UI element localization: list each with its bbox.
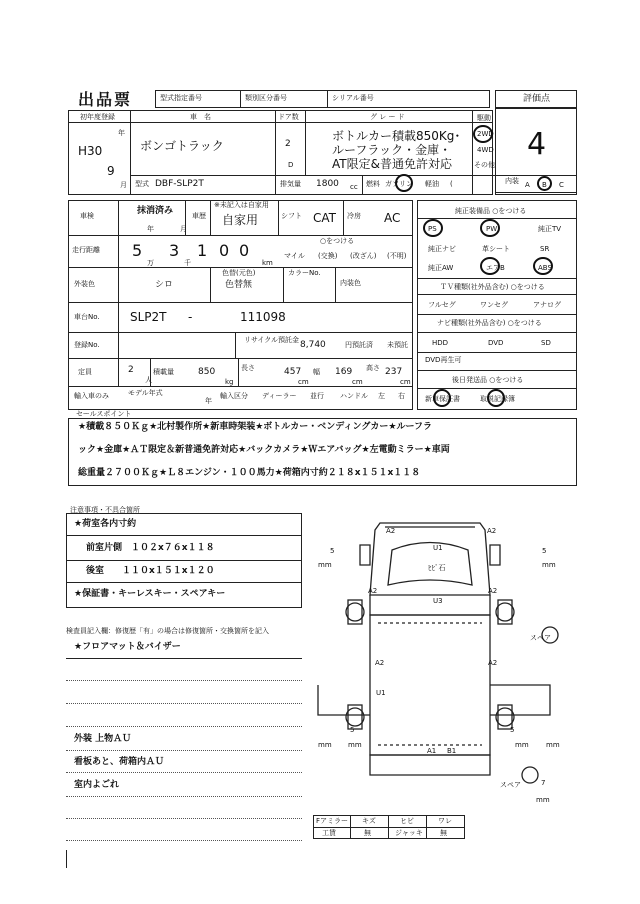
- fuel-light: 軽油: [425, 180, 439, 188]
- navi-sd: SD: [541, 339, 551, 347]
- recycle-unit: 円預託済: [345, 341, 373, 349]
- equip-pw: PW: [486, 225, 498, 233]
- use-note: ※未記入は自家用: [214, 201, 269, 209]
- month-unit: 月: [120, 181, 127, 189]
- tread-rl: 5: [350, 726, 355, 734]
- meter-replaced: (交換): [318, 252, 338, 260]
- width-label: 幅: [313, 368, 320, 376]
- reg-label: 登録No.: [74, 341, 100, 349]
- displacement-unit: cc: [350, 183, 358, 191]
- use-value: 自家用: [222, 213, 259, 227]
- import-label: 輸入車のみ: [74, 392, 109, 400]
- diag-a2-5: A2: [375, 659, 385, 667]
- docs-warranty-circle: [433, 389, 451, 407]
- doors-unit: D: [288, 161, 294, 169]
- notes-line-4: ★保証書・キーレスキー・スペアキー: [74, 589, 226, 599]
- aircon-value: AC: [384, 211, 401, 225]
- chassis-label: 車台No.: [74, 313, 100, 321]
- inspector-line-3: 看板あと、荷箱内ＡＵ: [74, 757, 165, 767]
- mileage-digit-1: 5: [132, 241, 143, 260]
- interior-label: 内装: [505, 177, 519, 185]
- glass-v-1: 工賃: [322, 829, 336, 837]
- drive-2wd-circle: [473, 125, 493, 143]
- height-label: 高さ: [366, 364, 380, 372]
- displacement-label: 排気量: [280, 180, 301, 188]
- meter-tampered: (改ざん): [350, 252, 377, 260]
- diag-hibi: ﾋﾋﾞ石: [428, 564, 446, 572]
- mileage-digit-2: 3: [169, 241, 180, 260]
- meter-note: ○をつける: [320, 237, 355, 245]
- shaken-year-unit: 年: [147, 225, 154, 233]
- drive-label: 駆動: [477, 114, 491, 122]
- glass-h-1: Fアミラー: [316, 817, 349, 825]
- capacity-unit: 人: [145, 376, 152, 384]
- equip-abs: ABS: [538, 264, 552, 272]
- length-unit: cm: [298, 378, 309, 386]
- tread-spare2-unit: mm: [536, 796, 550, 804]
- tread-circle-rr: [496, 708, 514, 726]
- color-label: 外装色: [74, 280, 95, 288]
- cargo-box: [370, 615, 490, 755]
- inspector-line-1: ★フロアマット＆バイザー: [74, 642, 181, 652]
- use-label: 車歴: [192, 212, 206, 220]
- car-name: ボンゴトラック: [140, 139, 224, 153]
- interior-color-label: 内装色: [340, 279, 361, 287]
- glass-v-3: ジャッキ: [395, 829, 423, 837]
- equipment-title: 純正装備品 ○をつける: [455, 207, 527, 215]
- dvd-label: DVD再生可: [425, 356, 462, 364]
- model-label: 型式: [135, 180, 149, 188]
- docs-manual: 取説記録簿: [480, 395, 515, 403]
- meter-unknown: (不明): [387, 252, 407, 260]
- glass-h-3: ヒビ: [400, 817, 414, 825]
- left-mirror: [360, 545, 370, 565]
- diag-a2-6: A2: [488, 659, 498, 667]
- diag-a2-3: A2: [368, 587, 378, 595]
- mileage-digit-3: 1: [197, 241, 208, 260]
- equip-pw-circle: [480, 219, 500, 237]
- car-name-label: 車 名: [190, 113, 211, 121]
- equip-navi: 純正ナビ: [428, 245, 456, 253]
- year-unit: 年: [118, 129, 125, 137]
- diag-a2-1: A2: [386, 527, 396, 535]
- diag-u1-side: U1: [376, 689, 386, 697]
- recycle-pending: 未預託: [387, 341, 408, 349]
- mileage-digit-4: 0: [219, 241, 230, 260]
- notes-line-2: 前室片側 １０２x７６x１１８: [86, 543, 215, 553]
- inspector-label: 検査員記入欄：修復歴「有」の場合は修復箇所・交換箇所を記入: [66, 627, 269, 635]
- mileage-man: 万: [147, 259, 154, 267]
- fuel-value: ガソリン: [385, 180, 413, 188]
- tv-analog: アナログ: [533, 301, 561, 309]
- import-type-label: 輸入区分: [220, 392, 248, 400]
- score-label: 評価点: [523, 94, 551, 104]
- tread-circle-fl: [346, 603, 364, 621]
- height-value: 237: [385, 367, 403, 377]
- model-value: DBF-SLP2T: [155, 179, 204, 189]
- equip-ps: PS: [428, 225, 437, 233]
- interior-b: B: [542, 181, 547, 189]
- tread-spare2: 7: [541, 779, 546, 787]
- interior-c: C: [559, 181, 564, 189]
- spare-tire-2: [522, 767, 538, 783]
- color-change-label: 色替(元色): [222, 269, 256, 277]
- color-no-label: カラーNo.: [288, 269, 321, 277]
- mileage-sen: 千: [184, 259, 191, 267]
- spare-label-1: スペア: [530, 634, 551, 642]
- color-change-value: 色替無: [225, 280, 253, 290]
- doors-label: ドア数: [278, 113, 299, 121]
- navi-dvd: DVD: [488, 339, 504, 347]
- tread-rr-unit: mm: [515, 741, 529, 749]
- recycle-label: リサイクル預託金: [244, 336, 300, 344]
- import-dealer: ディーラー: [262, 392, 297, 400]
- model-year-label: モデル年式: [128, 389, 163, 397]
- tread-circle-rl: [346, 708, 364, 726]
- grade-line-1: ボトルカー積載850Kg･: [332, 129, 461, 143]
- id-strip: [155, 90, 490, 108]
- length-value: 457: [284, 367, 302, 377]
- equip-airbag: エアB: [486, 264, 505, 272]
- diag-u1-top: U1: [433, 544, 443, 552]
- chassis-number: 111098: [240, 310, 286, 324]
- grade-line-3: AT限定&普通免許対応: [332, 157, 452, 171]
- inspector-line-4: 室内よごれ: [74, 780, 120, 790]
- equip-airbag-circle: [480, 257, 500, 275]
- equip-aw: 純正AW: [428, 264, 454, 272]
- spare-label-2: スペア: [500, 781, 521, 789]
- load-value: 850: [198, 367, 216, 377]
- doors-value: 2: [285, 139, 291, 149]
- glass-v-4: 無: [440, 829, 447, 837]
- notes-label: 注意事項・不具合箇所: [70, 506, 140, 514]
- category-number-label: 類別区分番号: [245, 94, 287, 102]
- handle-right: 右: [398, 392, 405, 400]
- load-label: 積載量: [153, 368, 174, 376]
- tread-circle-fr: [496, 603, 514, 621]
- shift-label: シフト: [281, 212, 302, 220]
- interior-a: A: [525, 181, 530, 189]
- score-value: 4: [527, 127, 547, 162]
- tread-rl-unit-2: mm: [348, 741, 362, 749]
- length-label: 長さ: [241, 364, 255, 372]
- drive-other: その他: [474, 161, 495, 169]
- diag-b1: B1: [447, 747, 457, 755]
- grade-label: グ レ ー ド: [370, 113, 405, 121]
- diag-a2-4: A2: [488, 587, 498, 595]
- glass-h-4: ワレ: [438, 817, 452, 825]
- equip-abs-circle: [533, 257, 553, 275]
- sheet-title: 出品票: [78, 90, 133, 109]
- serial-number-label: シリアル番号: [332, 94, 374, 102]
- tread-fr-unit: mm: [542, 561, 556, 569]
- notes-line-1: ★荷室各内寸約: [74, 519, 137, 529]
- displacement-value: 1800: [316, 179, 339, 189]
- import-parallel: 並行: [310, 392, 324, 400]
- color-value: シロ: [155, 280, 174, 290]
- navi-hdd: HDD: [432, 339, 449, 347]
- shaken-month-unit: 月: [180, 225, 187, 233]
- shaken-label: 車検: [80, 212, 94, 220]
- docs-manual-circle: [487, 389, 505, 407]
- mileage-km: km: [262, 259, 273, 267]
- width-value: 169: [335, 367, 353, 377]
- grade-line-2: ルーフラック・金庫・: [332, 143, 452, 157]
- first-reg-month: 9: [107, 164, 115, 178]
- tv-oneseg: ワンセグ: [480, 301, 508, 309]
- diag-u3: U3: [433, 597, 443, 605]
- shaken-value: 抹消済み: [137, 206, 174, 216]
- height-unit: cm: [400, 378, 411, 386]
- interior-circle: [537, 176, 552, 191]
- type-number-label: 型式指定番号: [160, 94, 202, 102]
- equip-leather: 革シート: [482, 245, 510, 253]
- tread-rl-unit: mm: [318, 741, 332, 749]
- capacity-label: 定員: [78, 368, 92, 376]
- sales-line-2: ック★金庫★ＡＴ限定＆新普通免許対応★バックカメラ★Ｗエアバッグ★左電動ミラー★車両: [78, 445, 450, 455]
- tread-rr: 5: [510, 726, 515, 734]
- fuel-label: 燃料: [366, 180, 380, 188]
- tread-rr-unit-2: mm: [546, 741, 560, 749]
- navi-title: ナビ種類(社外品含む) ○をつける: [437, 319, 542, 327]
- sales-points-label: セールスポイント: [76, 410, 132, 418]
- model-year-unit: 年: [205, 397, 212, 405]
- equip-tv: 純正TV: [538, 225, 562, 233]
- chassis-dash: -: [188, 310, 193, 324]
- right-mirror: [490, 545, 500, 565]
- first-reg-year: H30: [78, 144, 103, 158]
- fuel-other: (: [450, 180, 453, 188]
- rear-bumper: [370, 755, 490, 775]
- meter-mile: マイル: [284, 252, 305, 260]
- tv-title: ＴＶ種類(社外品含む) ○をつける: [440, 283, 545, 291]
- shift-value: CAT: [313, 211, 336, 225]
- width-unit: cm: [352, 378, 363, 386]
- aircon-label: 冷房: [347, 212, 361, 220]
- tread-fl-unit: mm: [318, 561, 332, 569]
- drive-2wd: 2WD: [477, 130, 494, 138]
- docs-warranty: 新車保証書: [425, 395, 460, 403]
- tread-fr: 5: [542, 547, 547, 555]
- equip-sr: SR: [540, 245, 550, 253]
- diag-a2-2: A2: [487, 527, 497, 535]
- first-registration-label: 初年度登録: [80, 113, 115, 121]
- mileage-digit-5: 0: [239, 241, 250, 260]
- chassis-model: SLP2T: [130, 310, 167, 324]
- drive-4wd: 4WD: [477, 146, 494, 154]
- notes-line-3: 後室 １１０x１５１x１２０: [86, 566, 215, 576]
- recycle-value: 8,740: [300, 340, 326, 350]
- glass-v-2: 無: [364, 829, 371, 837]
- handle-left: 左: [378, 392, 385, 400]
- glass-h-2: キズ: [362, 817, 376, 825]
- capacity-value: 2: [128, 365, 134, 375]
- fuel-circle: [395, 174, 413, 192]
- equip-ps-circle: [423, 219, 443, 237]
- tv-fullseg: フルセグ: [428, 301, 456, 309]
- sales-line-3: 総重量２７００Ｋｇ★Ｌ８エンジン・１００馬力★荷箱内寸約２１８x１５１x１１８: [78, 468, 421, 478]
- docs-title: 後日発送品 ○をつける: [452, 376, 524, 384]
- sales-line-1: ★積載８５０Ｋｇ★北村製作所★新車時架装★ボトルカー・ベンディングカー★ルーフラ: [78, 422, 432, 432]
- tread-fl: 5: [330, 547, 335, 555]
- handle-label: ハンドル: [340, 392, 368, 400]
- diag-a1: A1: [427, 747, 437, 755]
- mileage-label: 走行距離: [72, 246, 100, 254]
- inspector-line-2: 外装 上物ＡＵ: [74, 734, 132, 744]
- load-unit: kg: [225, 378, 234, 386]
